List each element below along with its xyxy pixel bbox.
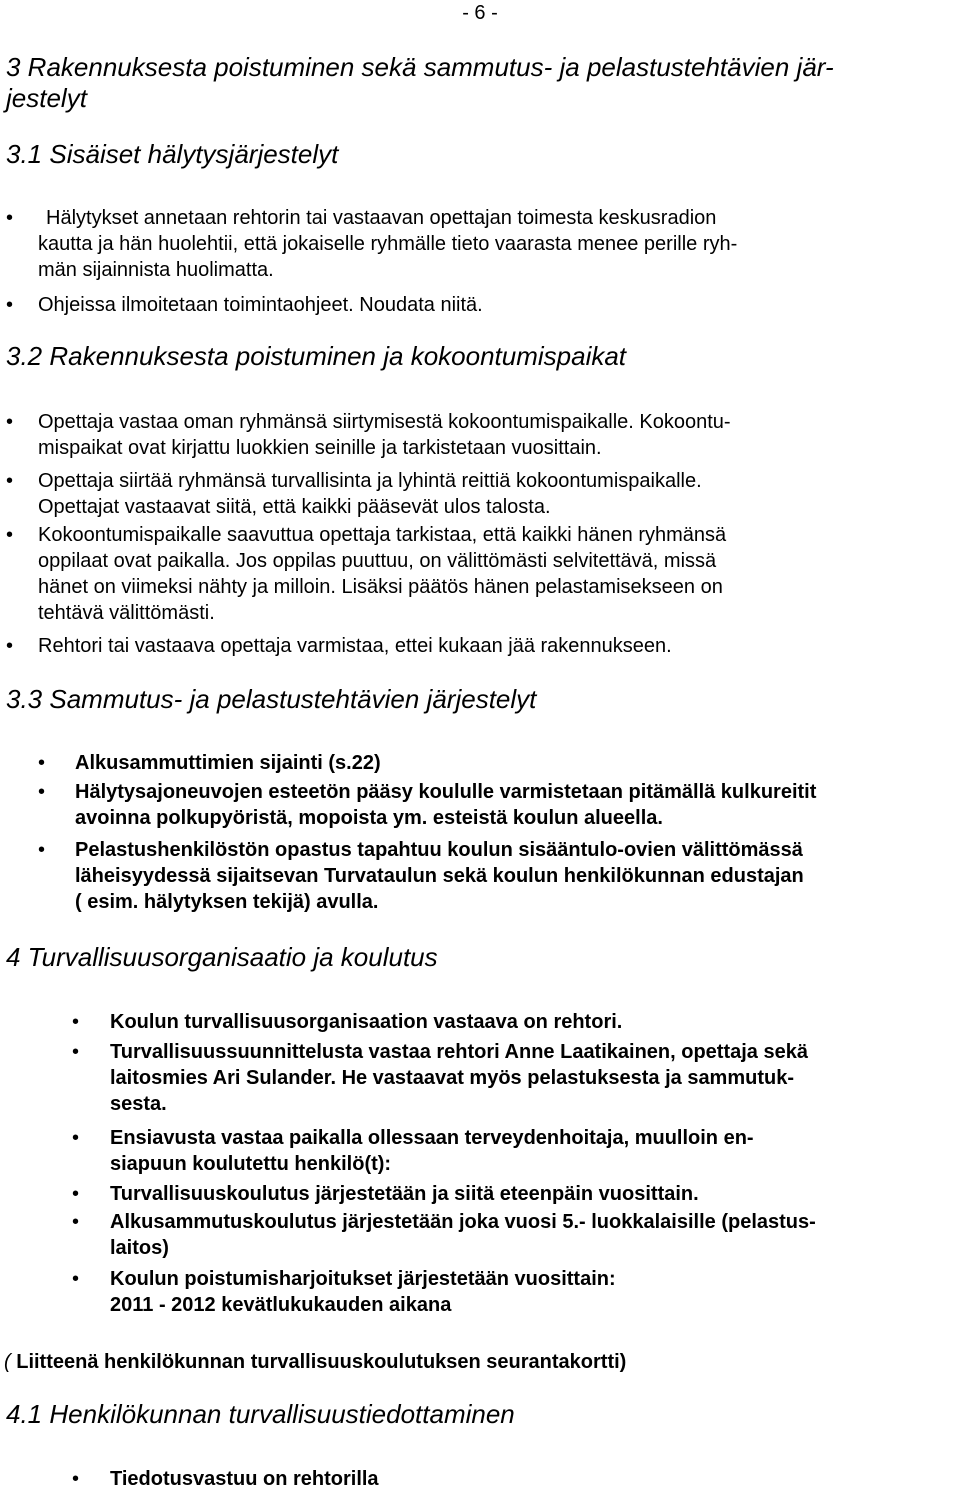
- heading-section-3-line1: 3 Rakennuksesta poistuminen sekä sammutus- ja pelastustehtävien jär-: [6, 52, 834, 82]
- bullet-icon: •: [72, 1127, 80, 1149]
- list-item-line: Pelastushenkilöstön opastus tapahtuu koulun sisääntulo-ovien välittömässä: [75, 839, 803, 861]
- list-item-line: hänet on viimeksi nähty ja milloin. Lisäksi päätös hänen pelastamisekseen on: [38, 576, 723, 598]
- list-item-line: avoinna polkupyöristä, mopoista ym. esteistä koulun alueella.: [75, 807, 663, 829]
- heading-section-4: 4 Turvallisuusorganisaatio ja koulutus: [6, 942, 438, 972]
- page-number: - 6 -: [462, 2, 498, 24]
- list-item-line: sesta.: [110, 1093, 167, 1115]
- bullet-icon: •: [72, 1011, 80, 1033]
- bullet-icon: •: [6, 635, 14, 657]
- list-item-line: kautta ja hän huolehtii, että jokaiselle ryhmälle tieto vaarasta menee perille ryh-: [38, 233, 738, 255]
- heading-section-3-1: 3.1 Sisäiset hälytysjärjestelyt: [6, 139, 339, 169]
- list-item-line: Turvallisuuskoulutus järjestetään ja siitä eteenpäin vuosittain.: [110, 1183, 699, 1205]
- list-item-line: ( esim. hälytyksen tekijä) avulla.: [75, 891, 379, 913]
- list-item-line: Ohjeissa ilmoitetaan toimintaohjeet. Noudata niitä.: [38, 294, 483, 316]
- bullet-icon: •: [72, 1041, 80, 1063]
- list-item-line: Opettaja siirtää ryhmänsä turvallisinta ja lyhintä reittiä kokoontumispaikalle.: [38, 470, 702, 492]
- bullet-icon: •: [72, 1183, 80, 1205]
- list-item-line: Ensiavusta vastaa paikalla ollessaan terveydenhoitaja, muulloin en-: [110, 1127, 754, 1149]
- heading-section-3: [6, 52, 834, 114]
- list-item-line: Rehtori tai vastaava opettaja varmistaa, ettei kukaan jää rakennukseen.: [38, 635, 672, 657]
- list-item-line: Tiedotusvastuu on rehtorilla: [110, 1468, 379, 1490]
- list-item-line: Opettajat vastaavat siitä, että kaikki pääsevät ulos talosta.: [38, 496, 551, 518]
- heading-section-3-3: 3.3 Sammutus- ja pelastustehtävien järjestelyt: [6, 684, 537, 714]
- attachment-note-text: Liitteenä henkilökunnan turvallisuuskoulutuksen seurantakortti): [10, 1351, 627, 1373]
- list-item-line: läheisyydessä sijaitsevan Turvataulun sekä koulun henkilökunnan edustajan: [75, 865, 804, 887]
- attachment-note: [4, 1350, 626, 1375]
- list-item-line: siapuun koulutettu henkilö(t):: [110, 1153, 392, 1175]
- list-item-line: Opettaja vastaa oman ryhmänsä siirtymisestä kokoontumispaikalle. Kokoontu-: [38, 411, 731, 433]
- bullet-icon: •: [6, 294, 14, 316]
- bullet-icon: •: [72, 1211, 80, 1233]
- bullet-icon: •: [38, 752, 46, 774]
- bullet-icon: •: [6, 524, 14, 546]
- list-item-line: laitos): [110, 1237, 169, 1259]
- list-item-line: Hälytykset annetaan rehtorin tai vastaavan opettajan toimesta keskusradion: [46, 207, 717, 229]
- heading-section-3-2: 3.2 Rakennuksesta poistuminen ja kokoontumispaikat: [6, 341, 627, 371]
- list-item-line: Alkusammutuskoulutus järjestetään joka vuosi 5.- luokkalaisille (pelastus-: [110, 1211, 816, 1233]
- list-item-line: Hälytysajoneuvojen esteetön pääsy koululle varmistetaan pitämällä kulkureitit: [75, 781, 817, 803]
- list-item-line: 2011 - 2012 kevätlukukauden aikana: [110, 1294, 452, 1316]
- heading-section-3-line2: jestelyt: [6, 83, 87, 113]
- list-item-line: Koulun poistumisharjoitukset järjestetään vuosittain:: [110, 1268, 616, 1290]
- list-item-line: oppilaat ovat paikalla. Jos oppilas puuttuu, on välittömästi selvitettävä, missä: [38, 550, 717, 572]
- list-item-line: Alkusammuttimien sijainti (s.22): [75, 752, 381, 774]
- bullet-icon: •: [6, 470, 14, 492]
- attachment-note-paren: (: [4, 1351, 11, 1373]
- list-item-line: laitosmies Ari Sulander. He vastaavat myös pelastuksesta ja sammutuk-: [110, 1067, 795, 1089]
- list-item-line: mispaikat ovat kirjattu luokkien seinille ja tarkistetaan vuosittain.: [38, 437, 602, 459]
- bullet-icon: •: [6, 207, 14, 229]
- list-item-line: Koulun turvallisuusorganisaation vastaava on rehtori.: [110, 1011, 623, 1033]
- list-item-line: Kokoontumispaikalle saavuttua opettaja tarkistaa, että kaikki hänen ryhmänsä: [38, 524, 727, 546]
- bullet-icon: •: [38, 781, 46, 803]
- list-item-line: Turvallisuussuunnittelusta vastaa rehtori Anne Laatikainen, opettaja sekä: [110, 1041, 808, 1063]
- list-item-line: tehtävä välittömästi.: [38, 602, 215, 624]
- bullet-icon: •: [72, 1468, 80, 1490]
- bullet-icon: •: [38, 839, 46, 861]
- heading-section-4-1: 4.1 Henkilökunnan turvallisuustiedottaminen: [6, 1399, 515, 1429]
- list-item-line: män sijainnista huolimatta.: [38, 259, 274, 281]
- bullet-icon: •: [6, 411, 14, 433]
- bullet-icon: •: [72, 1268, 80, 1290]
